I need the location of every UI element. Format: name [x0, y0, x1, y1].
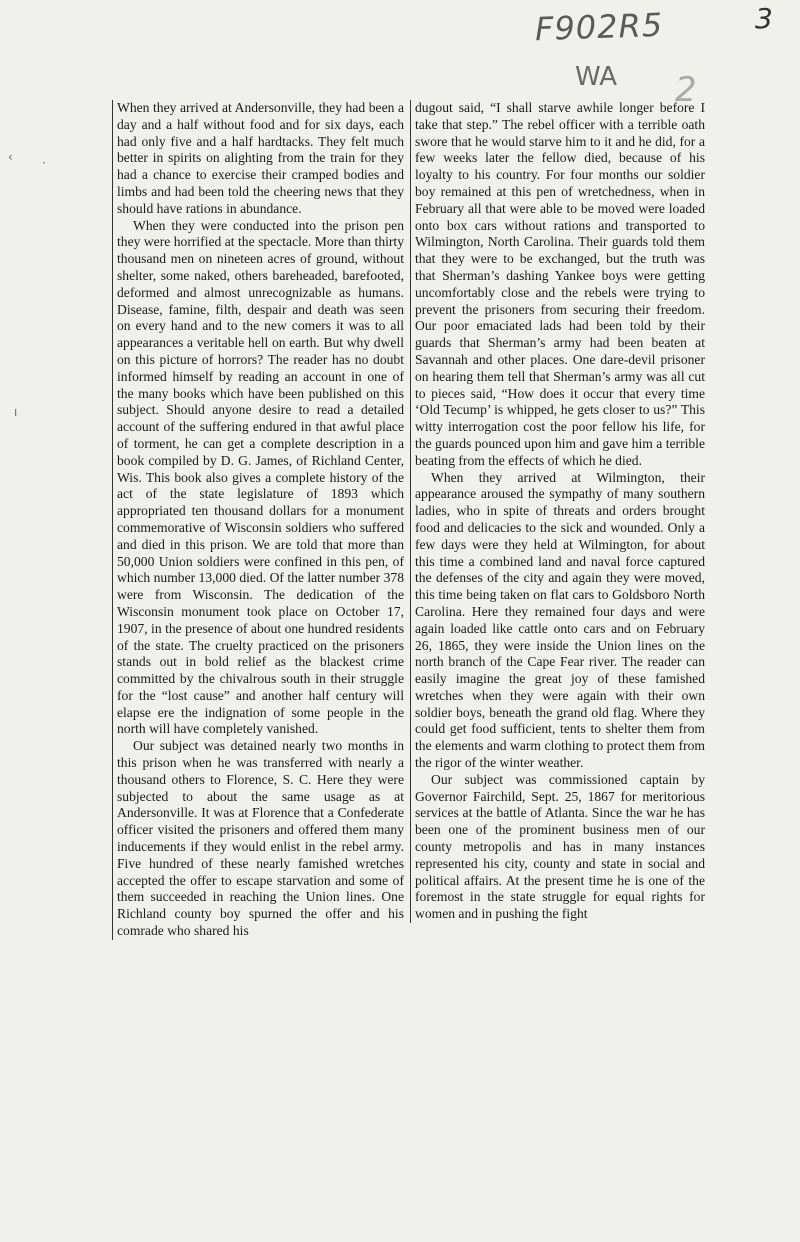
handwritten-catalog-code: F902R5	[534, 5, 664, 49]
scan-speck-icon: ‹	[8, 150, 13, 164]
paragraph: When they arrived at Andersonville, they had been a day and a half without food and for six days, each had only five and a half hardtacks. They felt much better in spirits on alighting from the train for they had a chance to exercise their cramped bodies and limbs and had been told the cheering news that they should have rations in abundance.	[117, 100, 404, 216]
handwritten-state-code: WA	[575, 62, 618, 92]
paragraph: Our subject was detained nearly two months in this prison when he was transferred with nearly a thousand others to Florence, S. C. Here they were subjected to about the same usage as at Andersonville. It was at Florence that a Confederate officer visited the prisoners and offered them many inducements if they would enlist in the rebel army. Five hundred of these nearly famished wretches accepted the offer to escape starvation and some of them succeeded in reaching the Union lines. One Richland county boy spurned the offer and his comrade who shared his	[117, 738, 404, 939]
article-column-left	[112, 100, 404, 940]
paragraph: dugout said, “I shall starve awhile longer before I take that step.” The rebel officer with a terrible oath swore that he would starve him to it and he did, for a few weeks later the fellow died, because of his loyalty to his country. For four months our soldier boy remained at this pen of wretchedness, when in February all that were able to be moved were loaded onto box cars without rations and transported to Wilmington, North Carolina. Their guards told them that they were to be exchanged, but the truth was that Sherman’s dashing Yankee boys were getting uncomfortably close and the rebels were trying to prevent the prisoners from securing their freedom. Our poor emaciated lads had been told by their guards that Sherman’s army had been beaten at Savannah and other places. One dare-devil prisoner on hearing them tell that Sherman’s army was all cut to pieces said, “How does it occur that every time ‘Old Tecump’ is whipped, he gets closer to us?” This witty interrogation cost the poor fellow his life, for the guards pounced upon him and gave him a terrible beating from the effects of which he died.	[415, 100, 705, 468]
article-column-right	[410, 100, 705, 923]
scan-speck-icon: ı	[14, 405, 18, 419]
handwritten-page-number: 3	[755, 2, 773, 35]
scan-speck-icon: ·	[42, 156, 46, 170]
paragraph: When they were conducted into the prison pen they were horrified at the spectacle. More than thirty thousand men on nineteen acres of ground, without shelter, some naked, others bareheaded, barefooted, deformed and almost unrecognizable as humans. Disease, famine, filth, despair and death was seen on every hand and to the new comers it was to all appearances a veritable hell on earth. But why dwell on this picture of horrors? The reader has no doubt informed himself by reading an account in one of the many books which have been published on this subject. Should anyone desire to read a detailed account of the suffering endured in that awful place of torment, he can get a complete description in a book compiled by D. G. James, of Richland Center, Wis. This book also gives a complete history of the act of the state legislature of 1893 which appropriated ten thousand dollars for a monument commemorative of Wisconsin soldiers who suffered and died in this prison. We are told that more than 50,000 Union soldiers were confined in this pen, of which number 13,000 died. Of the latter number 378 were from Wisconsin. The dedication of the Wisconsin monument took place on October 17, 1907, in the presence of about one hundred residents of the state. The cruelty practiced on the prisoners stands out in bold relief as the blackest crime committed by the chivalrous south in their struggle for the “lost cause” and another half century will elapse ere the indignation of some people in the north will have completely vanished.	[117, 217, 404, 737]
paragraph: When they arrived at Wilmington, their appearance aroused the sympathy of many southern ladies, who in spite of threats and orders brought food and delicacies to the sick and wounded. Only a few days were they held at Wilmington, for about this time a combined land and naval force captured the defenses of the city and again they were moved, this time being taken on flat cars to Goldsboro North Carolina. Here they remained four days and were again loaded like cattle onto cars and on February 26, 1865, they were inside the Union lines on the north branch of the Cape Fear river. The reader can easily imagine the great joy of these famished wretches when they were again with their own soldier boys, beneath the grand old flag. Where they could get food sufficient, tents to shelter them from the elements and warm clothing to protect them from the rigor of the winter weather.	[415, 469, 705, 771]
handwritten-number: 2	[675, 70, 697, 110]
paragraph: Our subject was commissioned captain by Governor Fairchild, Sept. 25, 1867 for meritorious services at the battle of Atlanta. Since the war he has been one of the prominent business men of our county metropolis and has in many instances represented his city, county and state in social and political affairs. At the present time he is one of the foremost in the state struggle for equal rights for women and in pushing the fight	[415, 771, 705, 922]
